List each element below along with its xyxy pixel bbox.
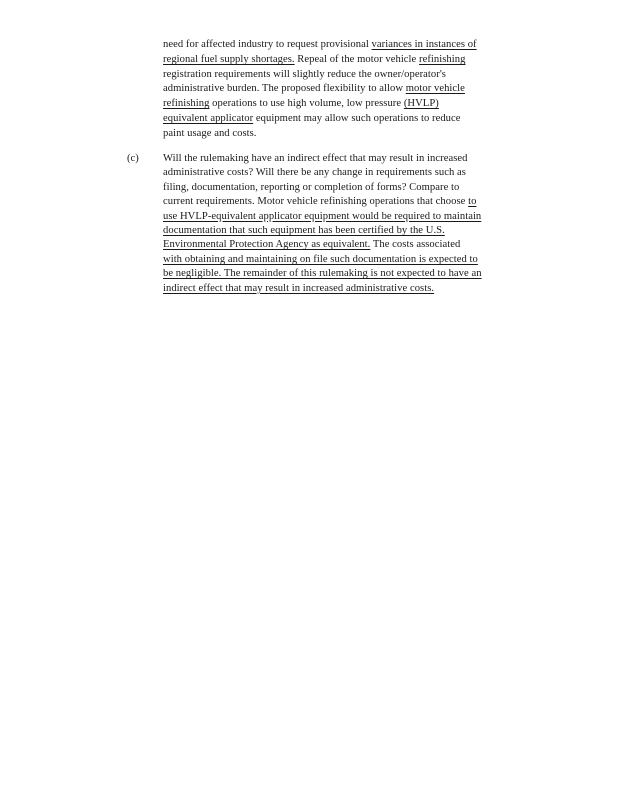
text-run: Repeal of the motor vehicle [294,53,420,65]
text-run: administrative burden. The proposed flexibility to allow [163,83,406,95]
underlined-text: with obtaining and maintaining on file such documentation is expected to [163,253,478,265]
paragraph_b-line [163,112,461,126]
text-run: Will the rulemaking have an indirect effect that may result in increased [163,153,468,164]
text-run: equipment may allow such operations to reduce [253,113,461,124]
underlined-text: documentation that such equipment has been certified by the U.S. [163,225,445,236]
underlined-text: refinishing [163,98,210,110]
item-label-c: (c) [127,153,139,164]
underlined-text: indirect effect that may result in increased administrative costs. [163,282,435,294]
paragraph_b-line [163,127,256,141]
paragraph_c-line [163,253,478,267]
underlined-text: variances in instances of [371,39,477,50]
text-run: need for affected industry to request provisional [163,39,372,50]
underlined-text: (HVLP) [403,98,439,110]
text-run: filing, documentation, reporting or completion of forms? Compare to [163,181,460,193]
text-run: administrative costs? Will there be any change in requirements such as [163,167,466,179]
underlined-text: motor vehicle [405,83,465,95]
paragraph_b-line [163,53,465,67]
paragraph_c-line [163,238,460,252]
paragraph_c-line [163,224,445,238]
text-run: paint usage and costs. [163,127,257,139]
paragraph_c-line [163,152,468,166]
text-run: current requirements. Motor vehicle refinishing operations that choose [163,196,469,208]
text-run: The costs associated [370,239,461,251]
paragraph_c-line [163,166,466,180]
paragraph_b-line [163,38,477,52]
paragraph_c-line [163,210,481,224]
underlined-text: equivalent applicator [163,113,254,124]
paragraph_c-line [163,195,476,209]
paragraph_c-line [163,267,482,281]
text-run: registration requirements will slightly reduce the owner/operator's [163,68,446,80]
text-run: operations to use high volume, low pressure [209,98,404,110]
underlined-text: be negligible. The remainder of this rulemaking is not expected to have an [163,268,482,280]
paragraph_c-line [163,181,459,195]
paragraph_b-line [163,82,465,96]
underlined-text: to [468,196,477,208]
underlined-text: refinishing [419,53,466,65]
underlined-text: Environmental Protection Agency as equivalent. [163,239,371,251]
underlined-text: use HVLP-equivalent applicator equipment would be required to maintain [163,210,482,222]
paragraph_b-line [163,97,439,111]
paragraph_c-line [163,282,434,296]
paragraph_b-line [163,68,446,82]
underlined-text: regional fuel supply shortages. [163,53,295,65]
